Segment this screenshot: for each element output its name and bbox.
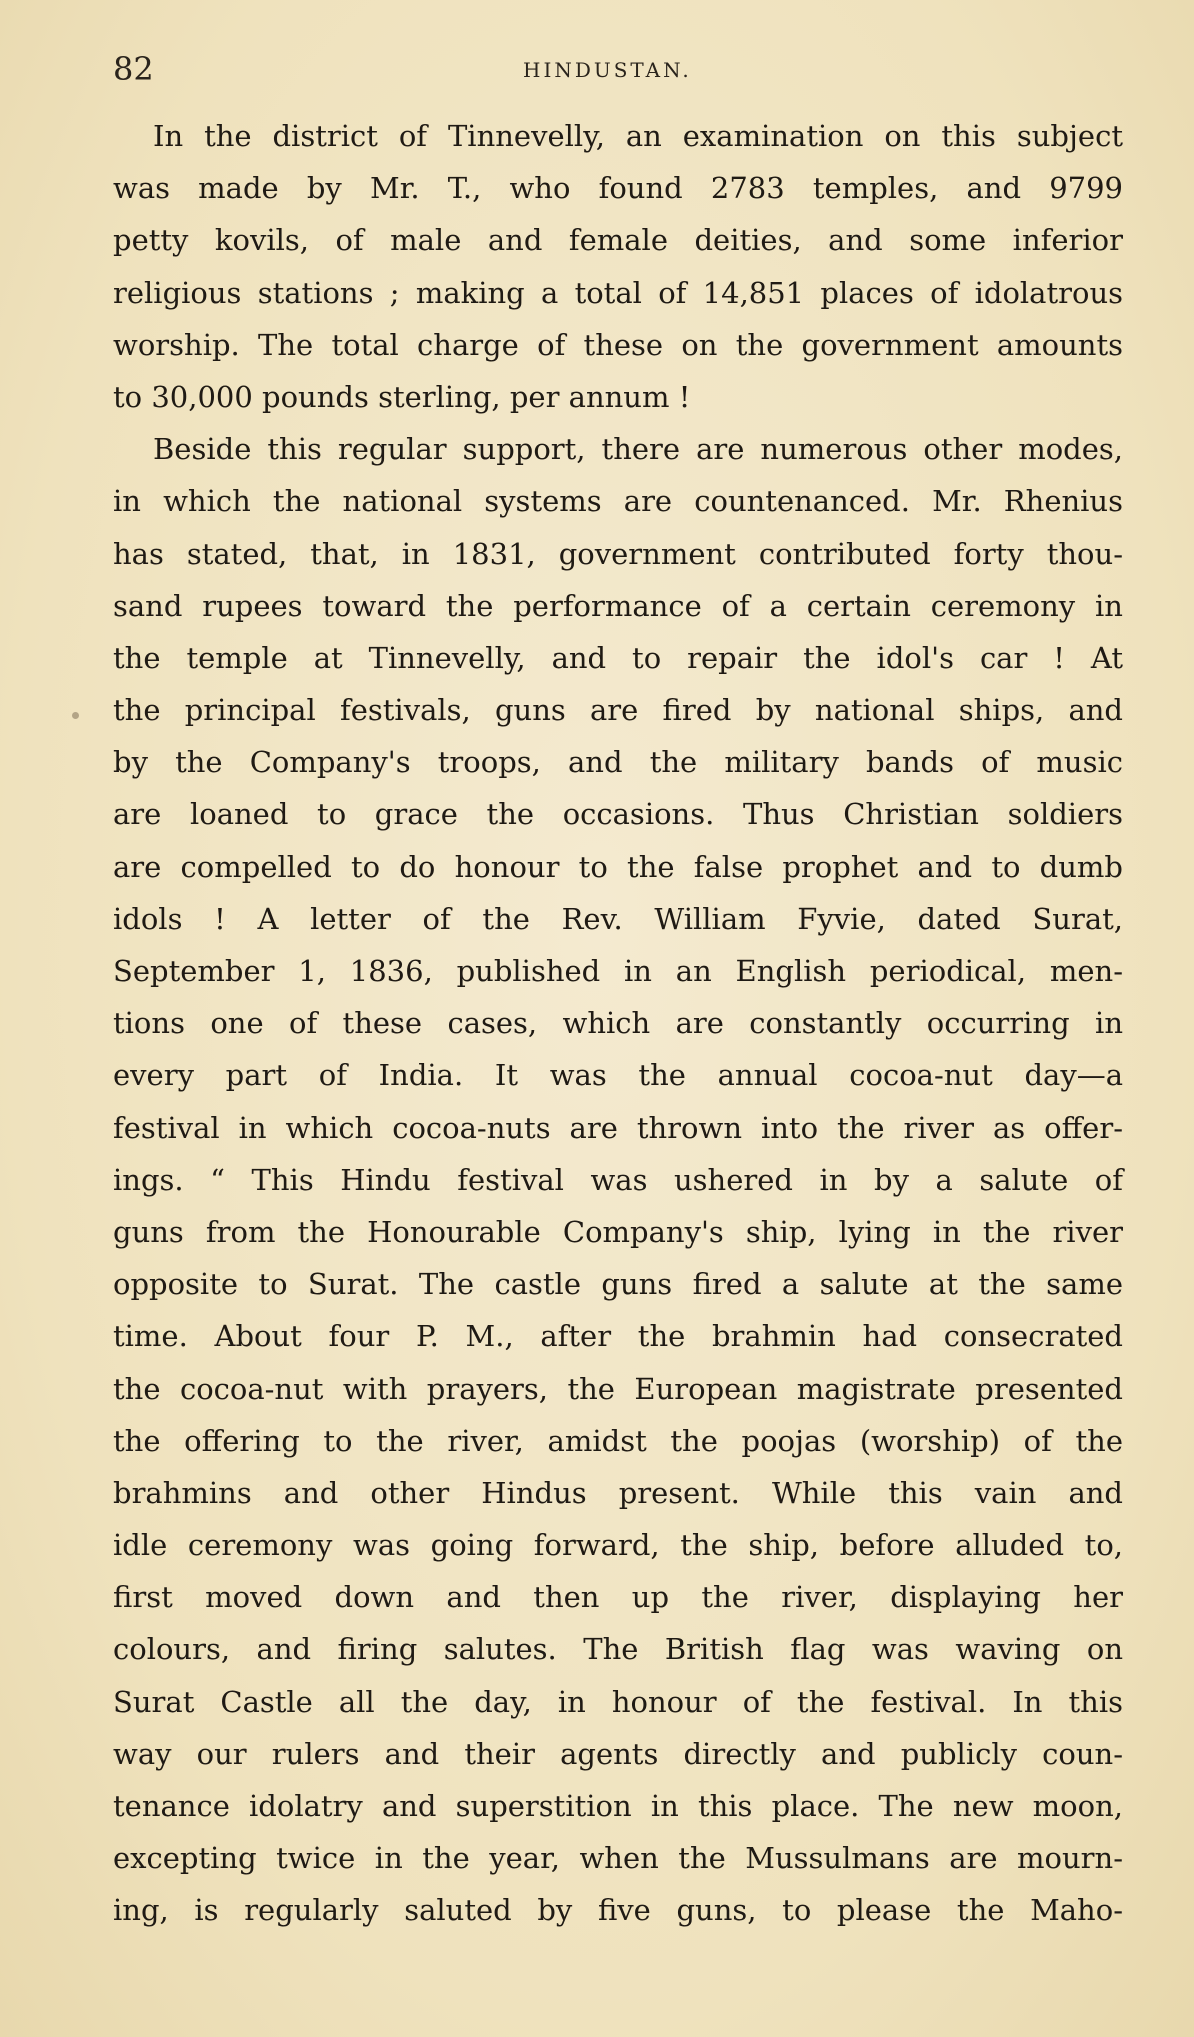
text-line: the principal festivals, guns are fired by national ships, and (113, 693, 1123, 728)
text-line: idols ! A letter of the Rev. William Fyvie, dated Surat, (113, 901, 1123, 936)
text-line: has stated, that, in 1831, government contributed forty thou- (113, 536, 1123, 571)
running-head: HINDUSTAN. (523, 58, 692, 82)
text-line: Beside this regular support, there are numerous other modes, (153, 432, 1123, 467)
text-line: in which the national systems are countenanced. Mr. Rhenius (113, 484, 1123, 519)
text-line: idle ceremony was going forward, the ship, before alluded to, (113, 1528, 1123, 1563)
page-number: 82 (113, 50, 154, 88)
text-line: time. About four P. M., after the brahmin had consecrated (113, 1319, 1123, 1354)
body-text (113, 110, 1123, 1937)
page-header (113, 44, 1113, 94)
text-line: petty kovils, of male and female deities, and some inferior (113, 223, 1123, 258)
text-line: first moved down and then up the river, displaying her (113, 1580, 1123, 1615)
text-line: to 30,000 pounds sterling, per annum ! (113, 379, 691, 414)
paragraph-1 (113, 110, 1123, 423)
text-line: colours, and firing salutes. The British flag was waving on (113, 1632, 1123, 1667)
text-line: the temple at Tinnevelly, and to repair the idol's car ! At (113, 640, 1123, 675)
text-line: opposite to Surat. The castle guns fired a salute at the same (113, 1267, 1123, 1302)
text-line: was made by Mr. T., who found 2783 temples, and 9799 (113, 171, 1123, 206)
text-line: ings. “ This Hindu festival was ushered in by a salute of (113, 1162, 1123, 1197)
text-line: are compelled to do honour to the false prophet and to dumb (113, 849, 1123, 884)
text-line: by the Company's troops, and the military bands of music (113, 745, 1123, 780)
text-line: are loaned to grace the occasions. Thus Christian soldiers (113, 797, 1123, 832)
text-line: excepting twice in the year, when the Mussulmans are mourn- (113, 1841, 1123, 1876)
text-line: Surat Castle all the day, in honour of the festival. In this (113, 1684, 1123, 1719)
text-line: ing, is regularly saluted by five guns, to please the Maho- (113, 1893, 1123, 1928)
text-line: tenance idolatry and superstition in this place. The new moon, (113, 1789, 1123, 1823)
paragraph-2 (113, 423, 1123, 1936)
text-line: religious stations ; making a total of 14,851 places of idolatrous (113, 275, 1123, 310)
ink-spot (72, 712, 79, 719)
text-line: sand rupees toward the performance of a certain ceremony in (113, 588, 1123, 623)
text-line: brahmins and other Hindus present. While this vain and (113, 1475, 1123, 1510)
text-line: the cocoa-nut with prayers, the European magistrate presented (113, 1371, 1123, 1406)
text-line: worship. The total charge of these on the government amounts (113, 327, 1123, 362)
text-line: every part of India. It was the annual cocoa-nut day—a (113, 1058, 1123, 1093)
text-line: In the district of Tinnevelly, an examination on this subject (153, 119, 1123, 153)
text-line: guns from the Honourable Company's ship, lying in the river (113, 1214, 1123, 1249)
text-line: tions one of these cases, which are constantly occurring in (113, 1006, 1123, 1041)
text-line: September 1, 1836, published in an English periodical, men- (113, 954, 1123, 988)
text-line: the offering to the river, amidst the poojas (worship) of the (113, 1423, 1123, 1458)
text-line: way our rulers and their agents directly and publicly coun- (113, 1736, 1123, 1771)
text-line: festival in which cocoa-nuts are thrown into the river as offer- (113, 1110, 1123, 1145)
